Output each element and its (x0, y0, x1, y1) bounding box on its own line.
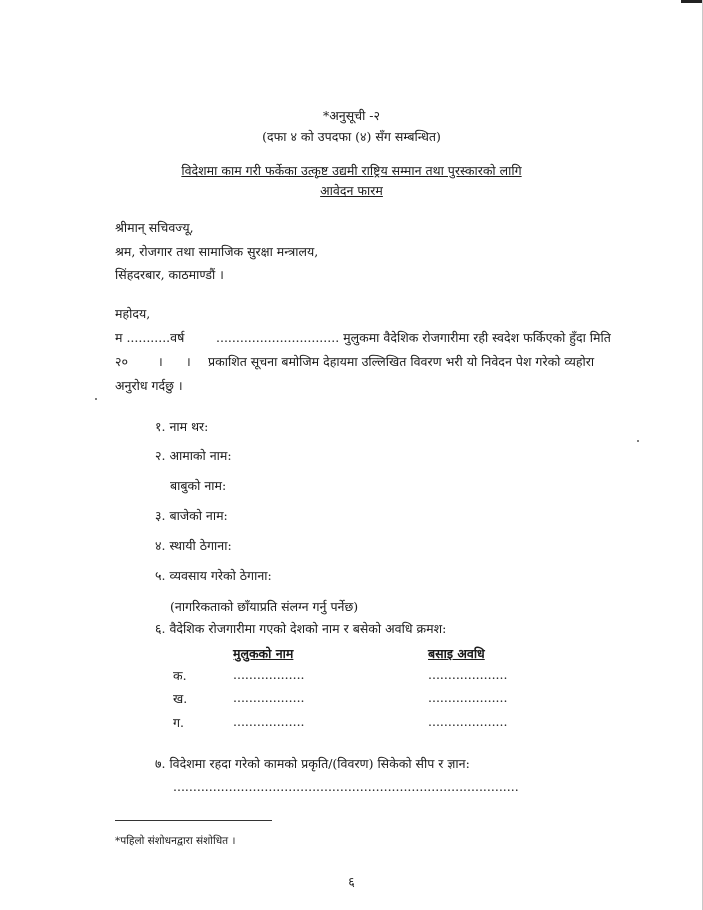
table-row-label: क. (173, 668, 187, 683)
body-line2-c: । (186, 354, 191, 369)
address-line2: श्रम, रोजगार तथा सामाजिक सुरक्षा मन्त्रालय, (115, 244, 319, 259)
field-work-nature-dots: ....................................................................................... (173, 779, 519, 794)
scan-speck (95, 398, 97, 400)
body-line1-a: म ...........वर्ष (115, 330, 185, 345)
field-foreign-employment: ६. वैदेशिक रोजगारीमा गएको देशको नाम र बसेको अवधि क्रमश: (155, 621, 447, 636)
field-grandfather-name: ३. बाजेको नाम: (155, 508, 228, 523)
address-line3: सिंहदरबार, काठमाण्डौं । (115, 267, 224, 282)
field-work-nature: ७. विदेशमा रहदा गरेको कामको प्रकृति/(विवरण) सिकेको सीप र ज्ञान: (155, 756, 470, 771)
field-mother-name: २. आमाको नाम: (155, 448, 232, 463)
body-line3: अनुरोध गर्दछु । (115, 378, 183, 393)
form-heading-line2-wrap (0, 182, 703, 199)
footnote: *पहिलो संशोधनद्वारा संशोधित । (115, 835, 236, 847)
table-row-country: .................. (233, 667, 305, 682)
table-row-label: ख. (173, 691, 188, 706)
body-line2-a: २० (115, 354, 129, 369)
citizenship-note: (नागरिकताको छाँयाप्रति संलग्न गर्नु पर्नेछ) (170, 599, 359, 614)
schedule-subtitle: (दफा ४ को उपदफा (४) सँग सम्बन्धित) (262, 129, 441, 144)
footnote-rule (115, 820, 272, 821)
body-line1-b: ............................... मुलुकमा वैदेशिक रोजगारीमा रही स्वदेश फर्किएको हुँदा मिति (216, 330, 611, 345)
table-row-period: .................... (428, 667, 508, 682)
table-row-country: .................. (233, 690, 305, 705)
body-line2-d: प्रकाशित सूचना बमोजिम देहायमा उल्लिखित विवरण भरी यो निवेदन पेश गरेको व्यहोरा (208, 354, 595, 369)
address-line1: श्रीमान् सचिवज्यू, (115, 220, 194, 235)
table-row-country: .................. (233, 714, 305, 729)
field-business-address: ५. व्यवसाय गरेको ठेगाना: (155, 568, 272, 583)
body-line2-b: । (158, 354, 163, 369)
form-heading-line2: आवेदन फारम (320, 183, 383, 198)
form-heading-line1-wrap (0, 162, 703, 179)
scan-corner-mark (681, 0, 703, 3)
table-header-country: मुलुकको नाम (233, 646, 294, 661)
page-number: ६ (348, 874, 355, 889)
table-header-period: बसाइ अवधि (428, 646, 485, 661)
schedule-title: *अनुसूची -२ (322, 108, 381, 123)
salutation: महोदय, (115, 306, 151, 321)
field-name: १. नाम थर: (155, 419, 209, 434)
field-permanent-address: ४. स्थायी ठेगाना: (155, 538, 232, 553)
scan-speck (637, 440, 639, 442)
table-row-label: ग. (173, 715, 185, 730)
field-father-name: बाबुको नाम: (170, 478, 227, 493)
table-row-period: .................... (428, 714, 508, 729)
table-row-period: .................... (428, 690, 508, 705)
form-heading-line1: विदेशमा काम गरी फर्केका उत्कृष्ट उद्यमी राष्ट्रिय सम्मान तथा पुरस्कारको लागि (181, 163, 522, 178)
